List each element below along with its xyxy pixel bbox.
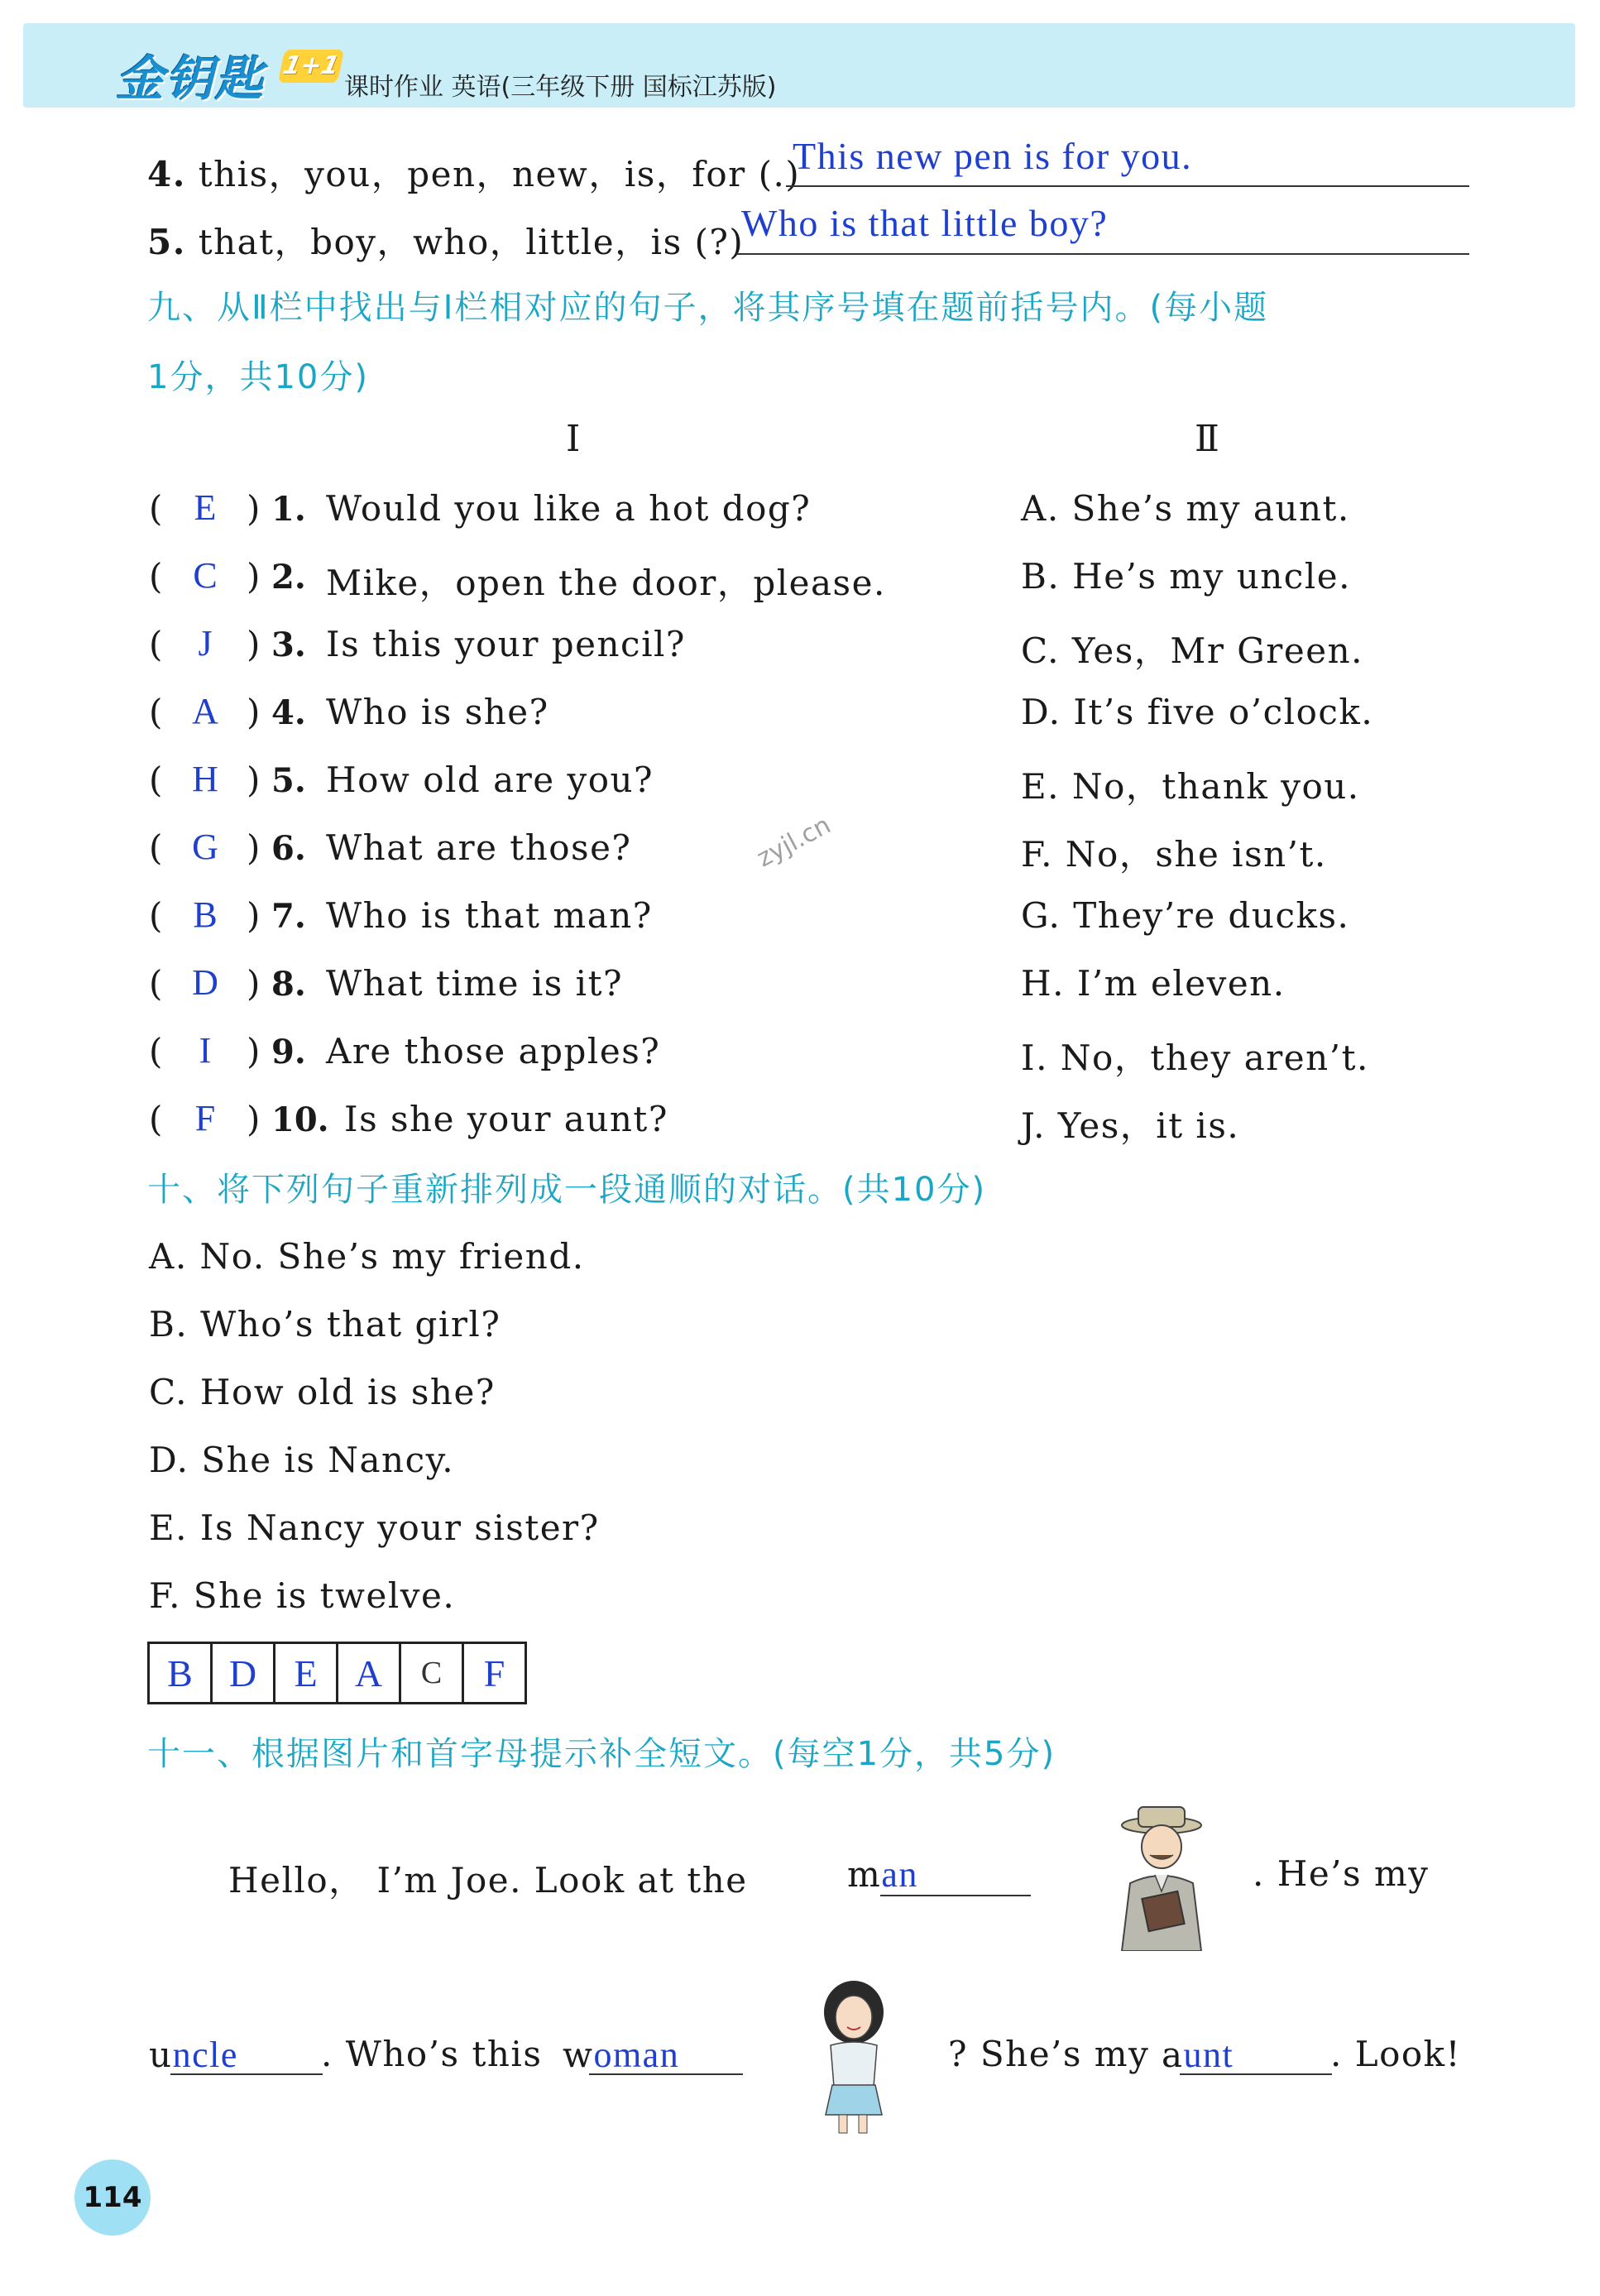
answer-paren-open: ( bbox=[149, 760, 163, 800]
match-answer: B bbox=[193, 894, 218, 935]
section10-title: 十、将下列句子重新排列成一段通顺的对话。(共10分) bbox=[147, 1171, 987, 1209]
answer-paren-open: ( bbox=[149, 624, 163, 664]
blank-uncle-underline bbox=[170, 2073, 323, 2075]
question-text: Who is that man? bbox=[326, 895, 653, 936]
question-number: 6. bbox=[271, 829, 306, 868]
answer-paren-open: ( bbox=[149, 827, 163, 868]
match-answer: G bbox=[192, 827, 218, 867]
header-subtitle: 课时作业 英语(三年级下册 国标江苏版) bbox=[344, 73, 777, 102]
match-answer: I bbox=[199, 1030, 212, 1071]
question-text: Are those apples? bbox=[326, 1031, 661, 1071]
question-text: Is she your aunt? bbox=[344, 1099, 668, 1139]
dialogue-sentence: E. Is Nancy your sister? bbox=[149, 1507, 600, 1548]
q8-4-underline bbox=[786, 185, 1469, 187]
answer-paren-close: ) bbox=[247, 760, 261, 800]
column-one-header: Ⅰ bbox=[566, 418, 582, 460]
answer-paren-close: ) bbox=[247, 692, 261, 732]
match-option: I. No，they aren’t. bbox=[1021, 1038, 1369, 1078]
question-number: 1. bbox=[271, 490, 306, 529]
answer-paren-open: ( bbox=[149, 895, 163, 936]
passage-line1-start: Hello， I’m Joe. Look at the bbox=[228, 1860, 748, 1901]
match-answer: J bbox=[198, 623, 213, 664]
question-text: Mike，open the door，please. bbox=[326, 563, 886, 603]
answer-paren-close: ) bbox=[247, 556, 261, 597]
blank-man-underline bbox=[880, 1895, 1031, 1896]
answer-paren-close: ) bbox=[247, 624, 261, 664]
page-number: 114 bbox=[83, 2181, 142, 2214]
order-box: D bbox=[213, 1644, 275, 1702]
blank-woman-underline bbox=[589, 2073, 743, 2075]
question-text: What time is it? bbox=[326, 963, 623, 1004]
section9-title-line1: 九、从Ⅱ栏中找出与Ⅰ栏相对应的句子，将其序号填在题前括号内。(每小题 bbox=[147, 289, 1269, 327]
section9-title-line2: 1分，共10分) bbox=[147, 358, 369, 396]
answer-paren-open: ( bbox=[149, 488, 163, 529]
answer-paren-close: ) bbox=[247, 1031, 261, 1071]
passage-line2-part1: . Who’s this bbox=[321, 2034, 543, 2074]
match-option: F. No，she isn’t. bbox=[1021, 834, 1327, 875]
blank-uncle: uncle bbox=[149, 2035, 238, 2075]
question-number: 8. bbox=[271, 965, 306, 1004]
match-option: G. They’re ducks. bbox=[1021, 895, 1350, 936]
answer-paren-close: ) bbox=[247, 963, 261, 1004]
order-box: F bbox=[483, 1651, 505, 1694]
match-answer: D bbox=[192, 962, 218, 1003]
match-answer: E bbox=[194, 487, 217, 528]
question-number: 9. bbox=[271, 1033, 306, 1071]
answer-paren-close: ) bbox=[247, 827, 261, 868]
question-number: 2. bbox=[271, 558, 306, 597]
question-text: Would you like a hot dog? bbox=[326, 488, 812, 529]
match-answer: H bbox=[192, 759, 218, 799]
dialogue-sentence: C. How old is she? bbox=[149, 1372, 496, 1412]
question-number: 7. bbox=[271, 897, 306, 936]
passage-line2-end: . Look! bbox=[1330, 2034, 1461, 2074]
brand-logo: 金钥匙 bbox=[116, 50, 266, 107]
blank-man: man bbox=[847, 1854, 918, 1895]
match-option: E. No，thank you. bbox=[1021, 766, 1360, 807]
question-number: 4. bbox=[271, 693, 306, 732]
match-option: J. Yes，it is. bbox=[1021, 1105, 1240, 1146]
answer-paren-open: ( bbox=[149, 963, 163, 1004]
question-number: 10. bbox=[271, 1100, 329, 1139]
answer-paren-close: ) bbox=[247, 1099, 261, 1139]
order-box: E bbox=[275, 1644, 338, 1702]
answer-paren-close: ) bbox=[247, 895, 261, 936]
answer-paren-open: ( bbox=[149, 692, 163, 732]
q8-4-answer: This new pen is for you. bbox=[793, 135, 1193, 177]
blank-aunt-underline bbox=[1180, 2073, 1332, 2075]
match-answer: C bbox=[193, 555, 218, 596]
match-option: H. I’m eleven. bbox=[1021, 963, 1286, 1004]
q8-4-prompt: 4. this，you，pen，new，is，for (.) bbox=[147, 154, 801, 194]
dialogue-sentence: F. She is twelve. bbox=[149, 1575, 456, 1616]
question-text: Is this your pencil? bbox=[326, 624, 686, 664]
passage-line2-part2: ? She’s my bbox=[948, 2034, 1150, 2074]
q8-5-answer: Who is that little boy? bbox=[741, 202, 1109, 244]
question-number: 3. bbox=[271, 626, 306, 664]
answer-paren-open: ( bbox=[149, 1099, 163, 1139]
order-box: C bbox=[401, 1644, 464, 1702]
match-option: D. It’s five o’clock. bbox=[1021, 692, 1374, 732]
order-answer-boxes bbox=[147, 1642, 527, 1704]
q8-5-underline bbox=[736, 253, 1469, 255]
dialogue-sentence: A. No. She’s my friend. bbox=[149, 1236, 585, 1277]
order-box: A bbox=[338, 1644, 401, 1702]
order-box: B bbox=[150, 1644, 213, 1702]
q8-5-prompt: 5. that，boy，who，little，is (?) bbox=[147, 222, 745, 262]
man-illustration bbox=[1097, 1804, 1226, 1951]
match-option: A. She’s my aunt. bbox=[1021, 488, 1350, 529]
match-option: C. Yes，Mr Green. bbox=[1021, 630, 1363, 671]
answer-paren-open: ( bbox=[149, 1031, 163, 1071]
blank-woman: woman bbox=[563, 2035, 680, 2075]
watermark: zyjl.cn bbox=[752, 810, 836, 874]
woman-illustration bbox=[807, 1979, 900, 2136]
match-answer: A bbox=[192, 691, 218, 731]
question-text: Who is she? bbox=[326, 692, 549, 732]
match-option: B. He’s my uncle. bbox=[1021, 556, 1351, 597]
dialogue-sentence: D. She is Nancy. bbox=[149, 1440, 455, 1480]
question-text: How old are you? bbox=[326, 760, 654, 800]
answer-paren-open: ( bbox=[149, 556, 163, 597]
answer-paren-close: ) bbox=[247, 488, 261, 529]
brand-badge: 1+1 bbox=[278, 50, 345, 83]
question-text: What are those? bbox=[326, 827, 632, 868]
section11-title: 十一、根据图片和首字母提示补全短文。(每空1分，共5分) bbox=[147, 1735, 1056, 1773]
match-answer: F bbox=[194, 1098, 216, 1138]
dialogue-sentence: B. Who’s that girl? bbox=[149, 1304, 501, 1345]
blank-aunt: aunt bbox=[1162, 2035, 1234, 2075]
passage-line1-end: . He’s my bbox=[1253, 1853, 1430, 1894]
question-number: 5. bbox=[271, 761, 306, 800]
column-two-header: Ⅱ bbox=[1195, 418, 1221, 460]
